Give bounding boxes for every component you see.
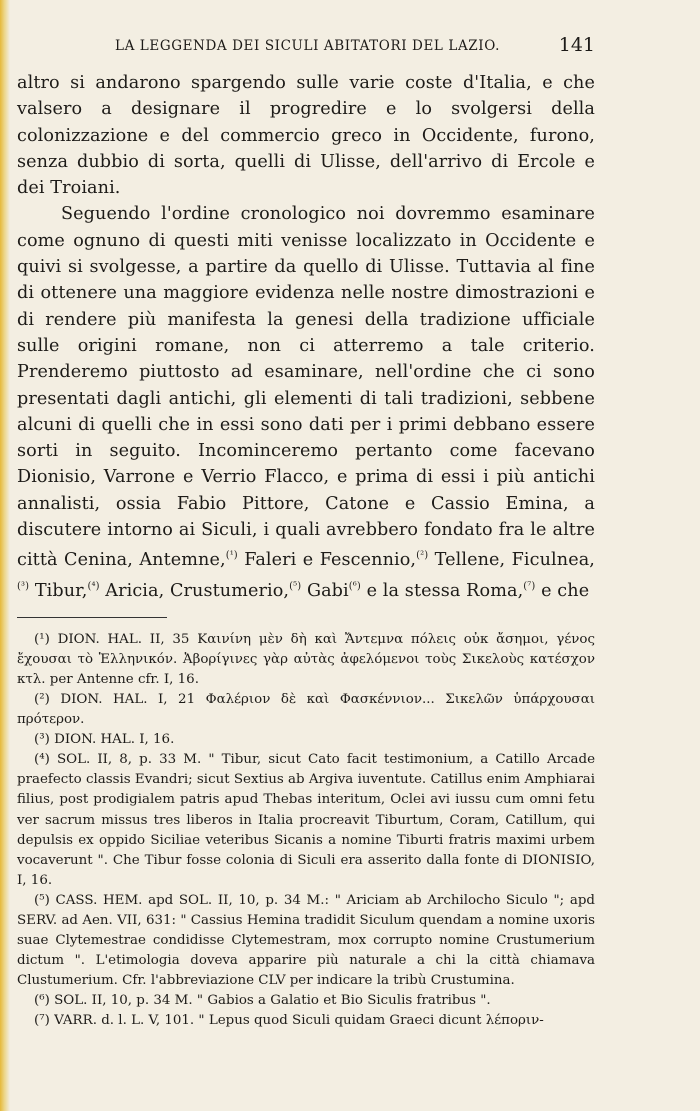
paragraph-text: Tibur, (29, 580, 88, 601)
paragraph-text: Aricia, Crustumerio, (99, 580, 290, 601)
paragraph-text: Tellene, Ficulnea, (428, 550, 595, 571)
footnote-ref-4[interactable]: (⁴) (87, 580, 100, 592)
paragraph-text: Gabi (301, 580, 349, 601)
footnote-mark: (⁵) (34, 892, 50, 908)
footnote (17, 750, 595, 891)
footnote-mark: (⁴) (34, 752, 50, 768)
footnote (17, 630, 595, 690)
footnote-ref-5[interactable]: (⁵) (289, 580, 302, 592)
footnote-text: SOL. II, 10, p. 34 M. " Gabios a Galatio et Bio Siculis fratribus ". (54, 993, 491, 1009)
footnote (17, 730, 595, 750)
page (17, 0, 595, 1032)
footnote-text: SOL. II, 8, p. 33 M. " Tibur, sicut Cato facit testimonium, a Catillo Arcade praefecto classis Evandri; sicut Sextius ab Argiva iuventute. Catillus enim Amphiarai filius, post prodigialem patris apud Thebas interitum, Oclei avi iussu cum omni fetu ver sacrum missus tres liberos in Italia procreavit Tiburtum, Coram, Catillum, qui depulsis ex oppido Siciliae veteribus Sicanis a nomine Tiburti fratris maximi urbem vocaverunt ". Che Tibur fosse colonia di Siculi era asserito dalla fonte di DIONISIO, I, 16. (17, 752, 595, 888)
page-number: 141 (558, 34, 595, 56)
footnote-ref-3[interactable]: (³) (17, 580, 30, 592)
paragraph (17, 201, 595, 603)
footnote-mark: (²) (34, 691, 50, 707)
footnote-text: DION. HAL. I, 16. (54, 732, 175, 748)
paragraph-text: e la stessa Roma, (360, 580, 524, 601)
footnote-text: DION. HAL. I, 21 Φαλέριον δὲ καὶ Φασκέννιον... Σικελῶν ὑπάρχουσαι πρότερον. (17, 691, 595, 728)
page-edge (0, 0, 10, 1111)
footnote-ref-1[interactable]: (¹) (225, 550, 238, 562)
footnote (17, 690, 595, 730)
footnotes (17, 630, 595, 1032)
footnote-text: CASS. HEM. apd SOL. II, 10, p. 34 M.: " Ariciam ab Archilocho Siculo "; apd SERV. ad Aen. VII, 631: " Cassius Hemina tradidit Siculum quendam a nomine uxoris suae Clytemestrae condidisse Clytemestram, mox corrupto nomine Crustumerium dictum ". L'etimologia doveva apparire più naturale a chi la città chiamava Clustumerium. Cfr. l'abbreviazione CLV per indicare la tribù Crustumina. (17, 892, 595, 989)
running-title: LA LEGGENDA DEI SICULI ABITATORI DEL LAZIO. (115, 38, 500, 54)
footnote-ref-7[interactable]: (⁷) (523, 580, 536, 592)
footnote-text: DION. HAL. II, 35 Καινίνη μὲν δὴ καὶ Ἄντεμνα πόλεις οὐκ ἄσημοι, γένος ἔχουσαι τὸ Ἑλληνικόν. Ἀβορίγινες γὰρ αὐτὰς ἀφελόμενοι τοὺς Σικελοὺς κατέσχον κτλ. per Antenne cfr. I, 16. (17, 631, 595, 687)
paragraph: altro si andarono spargendo sulle varie coste d'Italia, e che valsero a designare il progredire e lo svolgersi della colonizzazione e del commercio greco in Occidente, furono, senza dubbio di sorta, quelli di Ulisse, dell'arrivo di Ercole e dei Troiani. (17, 73, 595, 199)
footnote (17, 891, 595, 991)
footnote-text: VARR. d. l. L. V, 101. " Lepus quod Siculi quidam Graeci dicunt λέποριν- (54, 1013, 544, 1029)
footnote (17, 991, 595, 1011)
footnote-divider (17, 617, 167, 618)
paragraph-text: Seguendo l'ordine cronologico noi dovremmo esaminare come ognuno di questi miti venisse localizzato in Occidente e quivi si svolgesse, a partire da quello di Ulisse. Tuttavia al fine di ottenere una maggiore evidenza nelle nostre dimostrazioni e di rendere più manifesta la genesi della tradizione ufficiale sulle origini romane, non ci atterremo a tale criterio. Prenderemo piuttosto ad esaminare, nell'ordine che ci sono presentati dagli antichi, gli elementi di tali tradizioni, sebbene alcuni di quelli che in essi sono dati per i primi debbano essere sorti in seguito. Incominceremo pertanto come facevano Dionisio, Varrone e Verrio Flacco, e prima di essi i più antichi annalisti, ossia Fabio Pittore, Catone e Cassio Emina, a discutere intorno ai Siculi, i quali avrebbero fondato fra le altre città Cenina, Antemne, (17, 204, 595, 571)
footnote-ref-6[interactable]: (⁶) (348, 580, 361, 592)
footnote (17, 1011, 595, 1031)
footnote-mark: (³) (34, 732, 50, 748)
footnote-mark: (⁶) (34, 993, 50, 1009)
paragraph-text: Faleri e Fescennio, (237, 550, 417, 571)
body-text (17, 70, 595, 604)
paragraph-text: e che (535, 580, 590, 601)
footnote-ref-2[interactable]: (²) (416, 550, 429, 562)
running-header (17, 30, 595, 70)
footnote-mark: (⁷) (34, 1013, 50, 1029)
footnote-mark: (¹) (34, 631, 50, 647)
